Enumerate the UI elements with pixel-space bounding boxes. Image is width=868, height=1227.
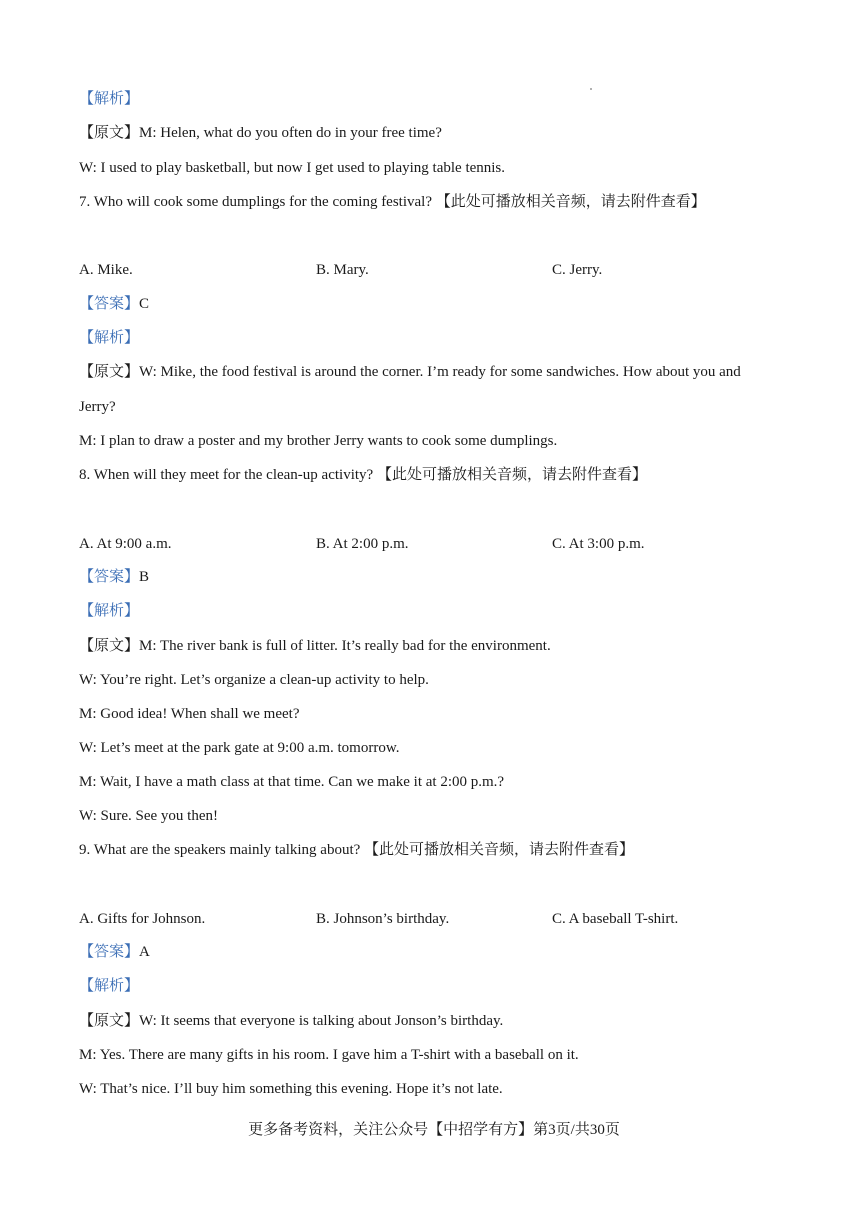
transcript-line: 【原文】W: Mike, the food festival is around the corner. I’m ready for some sandwiches. How about you and — [79, 364, 741, 380]
q9-answer: 【答案】A — [79, 944, 150, 960]
transcript-line: M: I plan to draw a poster and my brother Jerry wants to cook some dumplings. — [79, 433, 558, 449]
transcript-line: M: Good idea! When shall we meet? — [79, 706, 300, 722]
answer-label: 【答案】 — [79, 944, 140, 960]
transcript-line: 【原文】M: Helen, what do you often do in your free time? — [79, 125, 442, 141]
transcript-line: W: I used to play basketball, but now I get used to playing table tennis. — [79, 160, 506, 176]
analysis-label: 【解析】 — [79, 330, 140, 346]
transcript-line: W: That’s nice. I’ll buy him something this evening. Hope it’s not late. — [79, 1081, 503, 1097]
answer-label: 【答案】 — [79, 296, 140, 312]
page-footer: 更多备考资料，关注公众号【中招学有方】第3页/共30页 — [248, 1122, 620, 1138]
transcript-line: W: You’re right. Let’s organize a clean-up activity to help. — [79, 672, 429, 688]
q7-option-b: B. Mary. — [316, 262, 369, 278]
q8-option-b: B. At 2:00 p.m. — [316, 536, 409, 552]
transcript-line: Jerry? — [79, 399, 116, 415]
answer-label: 【答案】 — [79, 569, 140, 585]
transcript-label: 【原文】 — [79, 125, 140, 141]
q7-answer: 【答案】C — [79, 296, 150, 312]
analysis-label: 【解析】 — [79, 978, 140, 994]
analysis-label-1: 【解析】 — [79, 91, 140, 107]
q9-option-c: C. A baseball T-shirt. — [552, 911, 679, 927]
question-8: 8. When will they meet for the clean-up activity? 【此处可播放相关音频，请去附件查看】 — [79, 467, 647, 483]
q8-option-c: C. At 3:00 p.m. — [552, 536, 645, 552]
transcript-line: W: Let’s meet at the park gate at 9:00 a.m. tomorrow. — [79, 740, 400, 756]
analysis-label: 【解析】 — [79, 603, 140, 619]
transcript-label: 【原文】 — [79, 638, 140, 654]
stray-dot — [590, 88, 592, 90]
transcript-label: 【原文】 — [79, 1013, 140, 1029]
q7-option-a: A. Mike. — [79, 262, 133, 278]
question-7: 7. Who will cook some dumplings for the coming festival? 【此处可播放相关音频，请去附件查看】 — [79, 194, 706, 210]
transcript-line: M: Wait, I have a math class at that time. Can we make it at 2:00 p.m.? — [79, 774, 505, 790]
transcript-line: W: Sure. See you then! — [79, 808, 218, 824]
q9-option-a: A. Gifts for Johnson. — [79, 911, 206, 927]
q8-answer: 【答案】B — [79, 569, 150, 585]
q7-option-c: C. Jerry. — [552, 262, 603, 278]
q9-option-b: B. Johnson’s birthday. — [316, 911, 450, 927]
transcript-line: M: Yes. There are many gifts in his room. I gave him a T-shirt with a baseball on it. — [79, 1047, 579, 1063]
transcript-line: 【原文】W: It seems that everyone is talking about Jonson’s birthday. — [79, 1013, 504, 1029]
q8-option-a: A. At 9:00 a.m. — [79, 536, 172, 552]
transcript-line: 【原文】M: The river bank is full of litter. It’s really bad for the environment. — [79, 638, 551, 654]
transcript-label: 【原文】 — [79, 364, 140, 380]
question-9: 9. What are the speakers mainly talking about? 【此处可播放相关音频，请去附件查看】 — [79, 842, 635, 858]
